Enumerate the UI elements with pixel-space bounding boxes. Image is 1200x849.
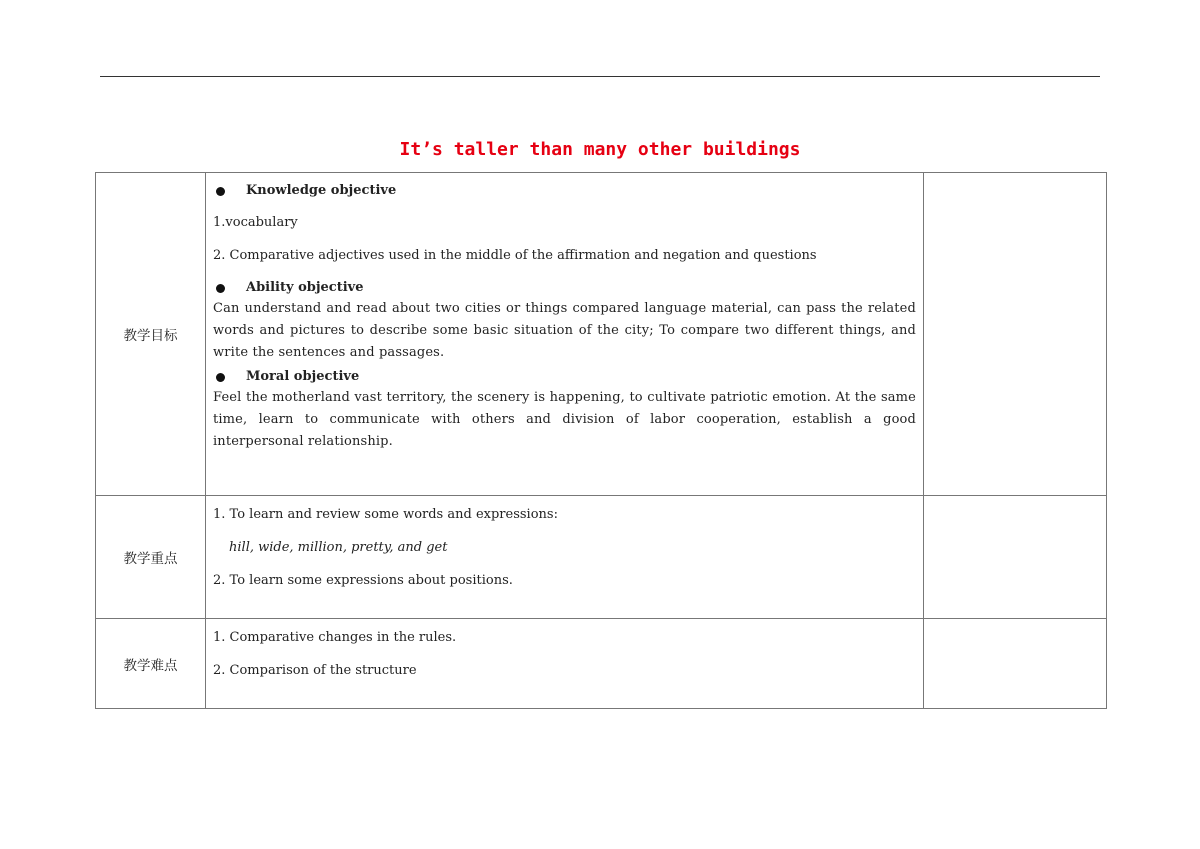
- document-title: It’s taller than many other buildings: [399, 139, 801, 160]
- key-points-notes-cell: [924, 496, 1107, 619]
- difficulties-row: [96, 619, 1107, 709]
- key-points-row: [96, 496, 1107, 619]
- moral-text: Feel the motherland vast territory, the scenery is happening, to cultivate patriotic emotion. At the same time, learn to communicate with others and division of labor cooperation, establish a good interpersonal relationship.: [213, 390, 916, 449]
- knowledge-item-1: 1.vocabulary: [213, 215, 298, 230]
- lesson-plan-table: [95, 172, 1107, 709]
- key-point-2: 2. To learn some expressions about positions.: [213, 573, 513, 588]
- knowledge-item-2: 2. Comparative adjectives used in the middle of the affirmation and negation and questions: [213, 248, 817, 263]
- key-points-label: 教学重点: [96, 496, 206, 619]
- bullet-icon: [216, 187, 225, 196]
- bullet-icon: [216, 284, 225, 293]
- objectives-notes-cell: [924, 173, 1107, 496]
- difficulty-2: 2. Comparison of the structure: [213, 663, 417, 678]
- moral-heading-text: Moral objective: [246, 369, 360, 384]
- objectives-label: 教学目标: [96, 173, 206, 496]
- header-rule: [100, 76, 1100, 77]
- key-points-content: [206, 496, 924, 619]
- bullet-icon: [216, 373, 225, 382]
- knowledge-heading-text: Knowledge objective: [246, 183, 397, 198]
- difficulties-content: [206, 619, 924, 709]
- objectives-row: [96, 173, 1107, 496]
- ability-heading: [213, 278, 916, 298]
- objectives-content: [206, 173, 924, 496]
- key-point-words: hill, wide, million, pretty, and get: [229, 540, 448, 555]
- ability-heading-text: Ability objective: [246, 280, 364, 295]
- ability-text: Can understand and read about two cities or things compared language material, can pass the related words and pictures to describe some basic situation of the city; To compare two different things, and write the sentences and passages.: [213, 301, 916, 360]
- difficulties-notes-cell: [924, 619, 1107, 709]
- knowledge-heading: [213, 181, 916, 201]
- key-point-1: 1. To learn and review some words and expressions:: [213, 507, 558, 522]
- moral-heading: [213, 367, 916, 387]
- difficulty-1: 1. Comparative changes in the rules.: [213, 630, 457, 645]
- difficulties-label: 教学难点: [96, 619, 206, 709]
